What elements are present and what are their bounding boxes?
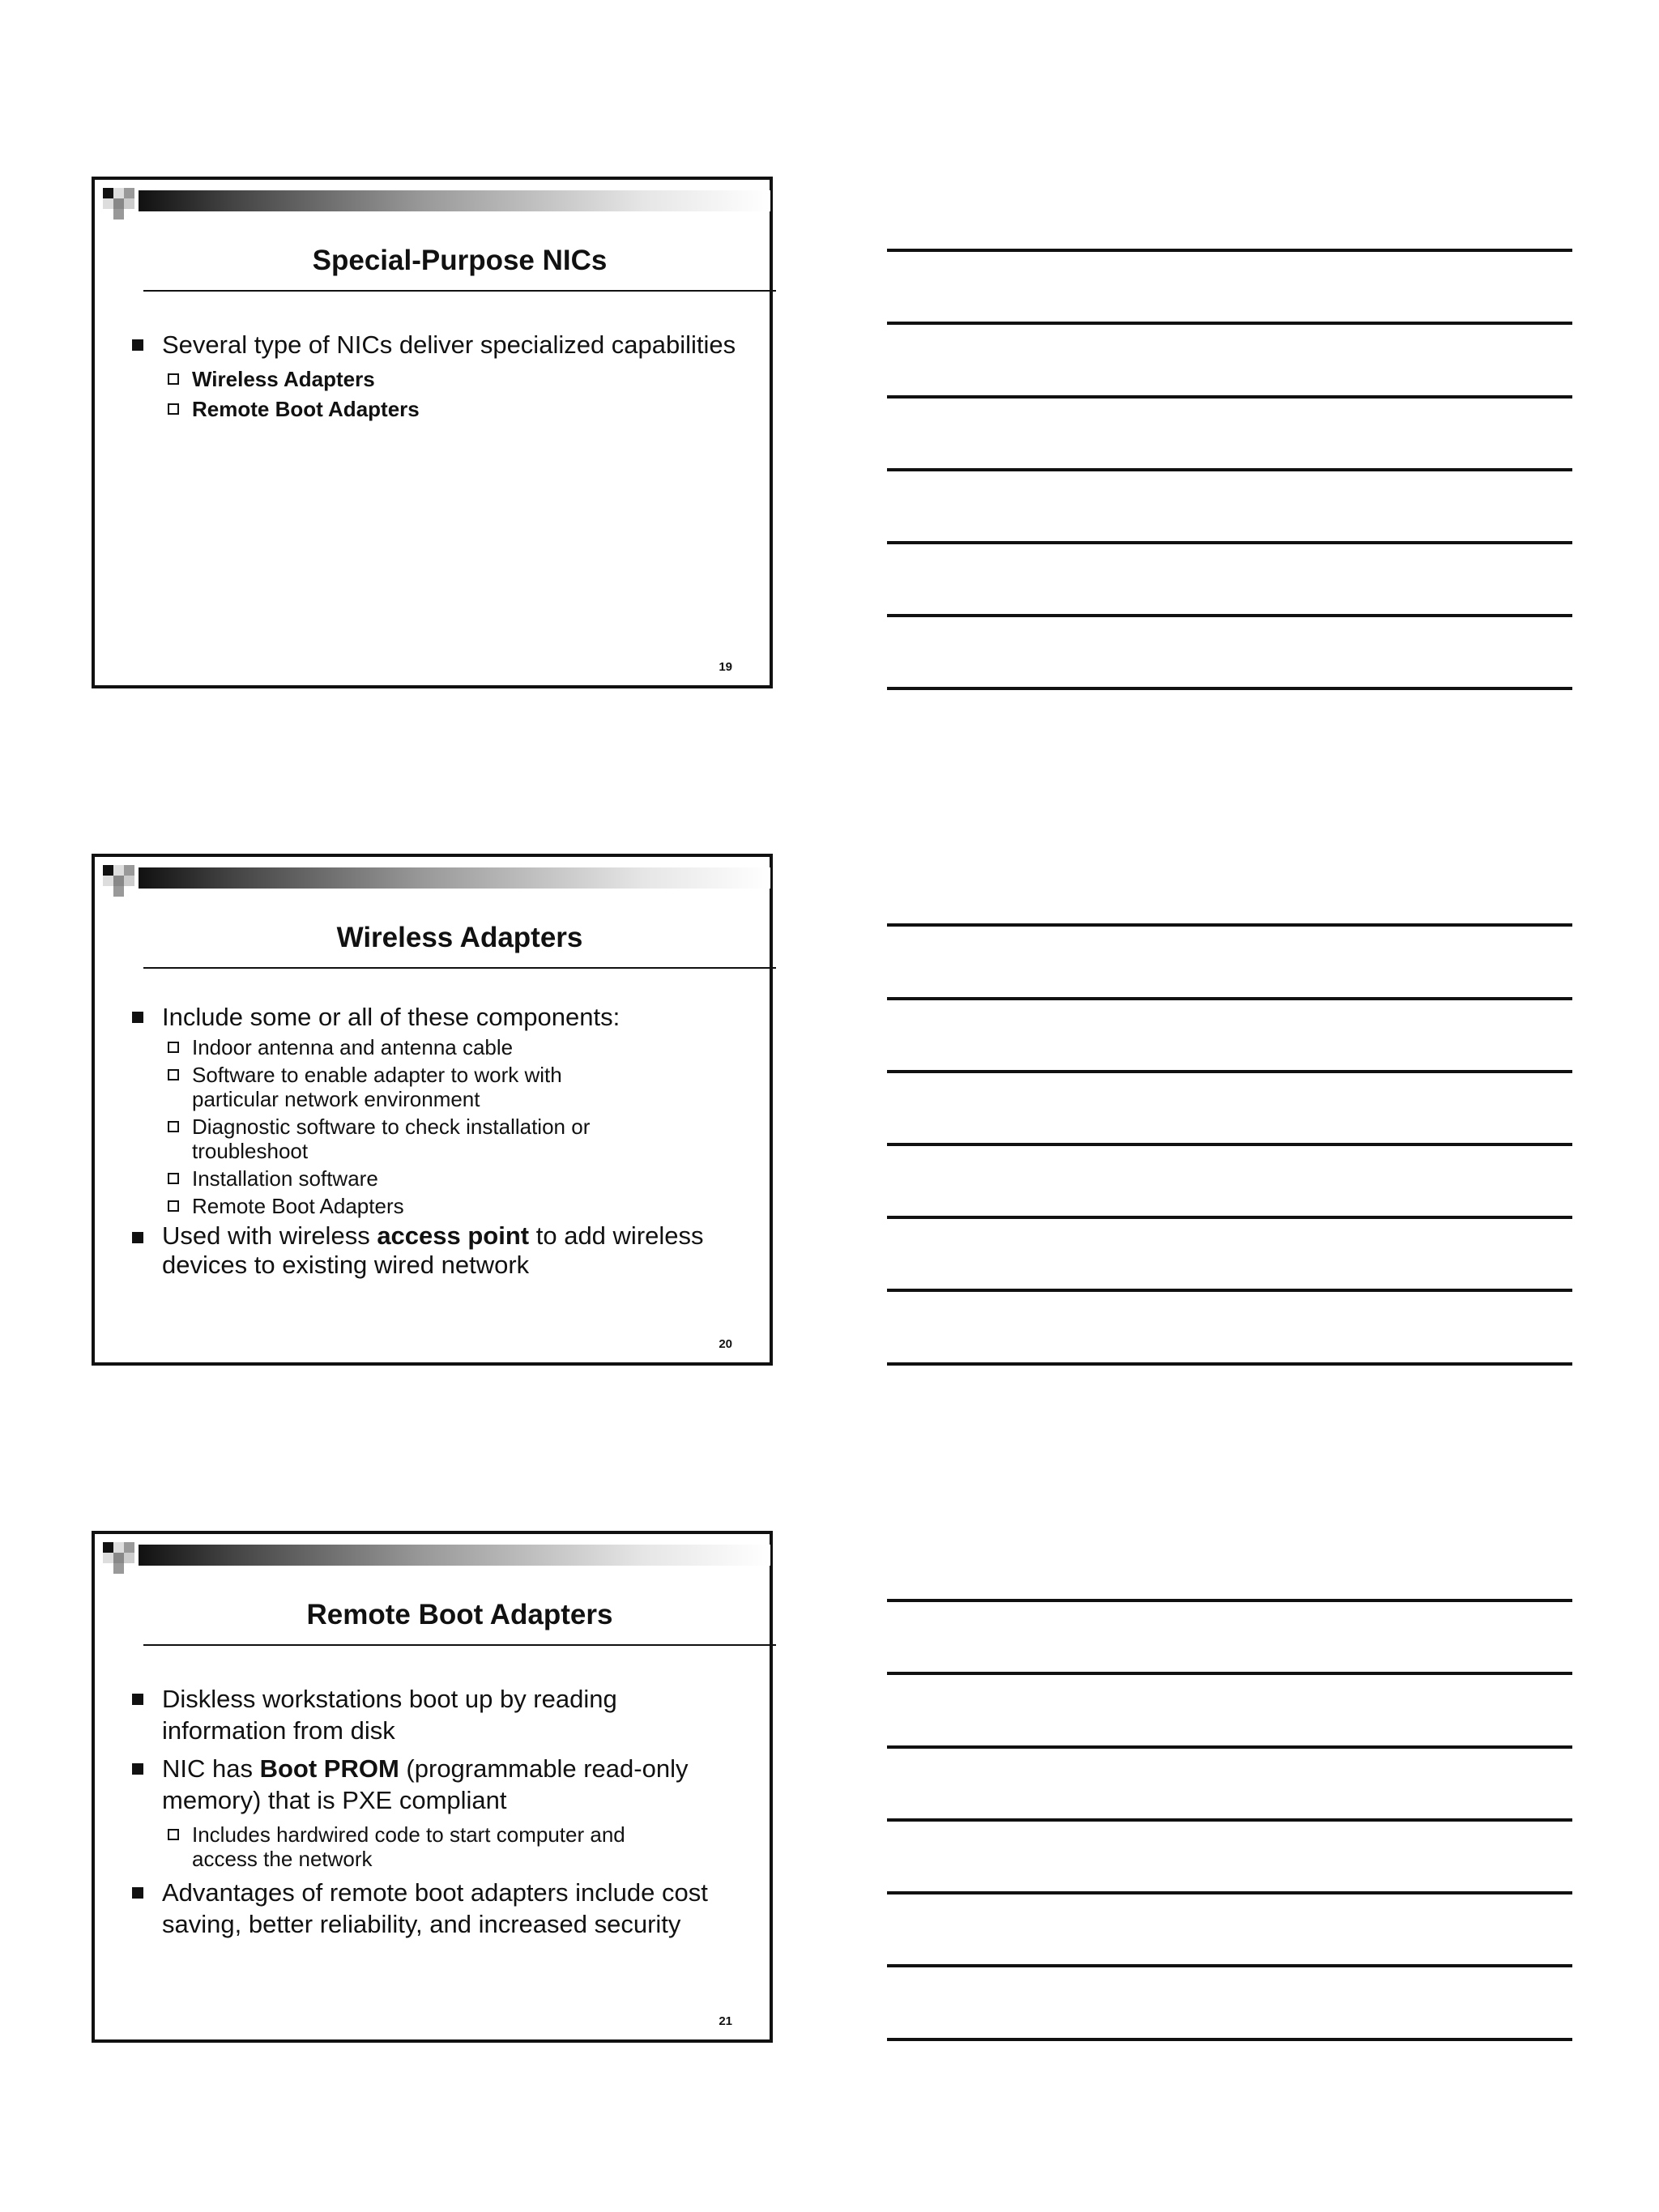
- note-line: [887, 1964, 1572, 1967]
- note-line: [887, 1745, 1572, 1749]
- square-bullet-icon: [132, 1887, 143, 1899]
- slide-number: 19: [719, 660, 732, 674]
- square-bullet-icon: [132, 1694, 143, 1705]
- note-line: [887, 249, 1572, 252]
- square-bullet-icon: [132, 1012, 143, 1023]
- sub-bullet-item: Software to enable adapter to work with particular network environment: [127, 1063, 629, 1111]
- note-line: [887, 1143, 1572, 1146]
- slide-20: [92, 854, 773, 1366]
- note-line: [887, 322, 1572, 325]
- note-line: [887, 2038, 1572, 2041]
- slide-number: 20: [719, 1337, 732, 1351]
- note-line: [887, 1289, 1572, 1292]
- square-bullet-icon: [132, 339, 143, 351]
- sub-bullet-item: Indoor antenna and antenna cable: [127, 1035, 751, 1059]
- hollow-square-bullet-icon: [168, 1069, 179, 1080]
- sub-bullet-item: Diagnostic software to check installation or troubleshoot: [127, 1115, 629, 1163]
- hollow-square-bullet-icon: [168, 1173, 179, 1184]
- note-line: [887, 614, 1572, 617]
- title-divider: [143, 967, 776, 969]
- slide-content: [127, 1001, 751, 1286]
- note-line: [887, 541, 1572, 544]
- sub-bullet-item: Includes hardwired code to start computer and access the network: [127, 1822, 646, 1871]
- bullet-item: Diskless workstations boot up by reading information from disk: [127, 1683, 680, 1746]
- note-line: [887, 923, 1572, 927]
- note-line: [887, 1599, 1572, 1602]
- slide-title: Special-Purpose NICs: [312, 245, 608, 276]
- note-line: [887, 1070, 1572, 1073]
- title-divider: [143, 1644, 776, 1646]
- note-line: [887, 1362, 1572, 1366]
- bullet-item: NIC has Boot PROM (programmable read-only memory) that is PXE compliant: [127, 1753, 761, 1816]
- title-divider: [143, 290, 776, 292]
- bullet-item: Include some or all of these components:: [127, 1001, 751, 1033]
- note-line: [887, 395, 1572, 399]
- slide-19: [92, 177, 773, 688]
- note-line: [887, 1672, 1572, 1675]
- note-line: [887, 468, 1572, 471]
- slide-title: Remote Boot Adapters: [306, 1599, 613, 1630]
- hollow-square-bullet-icon: [168, 1829, 179, 1840]
- slide-title: Wireless Adapters: [336, 922, 583, 953]
- slide-decoration: [95, 857, 776, 906]
- sub-bullet-item: Remote Boot Adapters: [127, 1194, 751, 1218]
- hollow-square-bullet-icon: [168, 373, 179, 385]
- hollow-square-bullet-icon: [168, 1042, 179, 1053]
- bullet-item: Advantages of remote boot adapters include cost saving, better reliability, and increased security: [127, 1877, 729, 1940]
- bullet-item: Used with wireless access point to add wireless devices to existing wired network: [127, 1221, 751, 1280]
- note-line: [887, 1216, 1572, 1219]
- note-line: [887, 997, 1572, 1000]
- slide-content: [127, 1683, 751, 1946]
- slide-decoration: [95, 1534, 776, 1583]
- slide-content: [127, 329, 751, 427]
- hollow-square-bullet-icon: [168, 1200, 179, 1212]
- hollow-square-bullet-icon: [168, 403, 179, 415]
- slide-number: 21: [719, 2014, 732, 2028]
- sub-bullet-item: Wireless Adapters: [127, 367, 751, 391]
- slide-decoration: [95, 180, 776, 228]
- slide-21: [92, 1531, 773, 2043]
- square-bullet-icon: [132, 1232, 143, 1243]
- note-line: [887, 1818, 1572, 1822]
- sub-bullet-item: Remote Boot Adapters: [127, 397, 751, 421]
- note-line: [887, 687, 1572, 690]
- sub-bullet-item: Installation software: [127, 1166, 751, 1191]
- square-bullet-icon: [132, 1763, 143, 1775]
- hollow-square-bullet-icon: [168, 1121, 179, 1132]
- bullet-item: Several type of NICs deliver specialized capabilities: [127, 329, 751, 360]
- note-line: [887, 1891, 1572, 1894]
